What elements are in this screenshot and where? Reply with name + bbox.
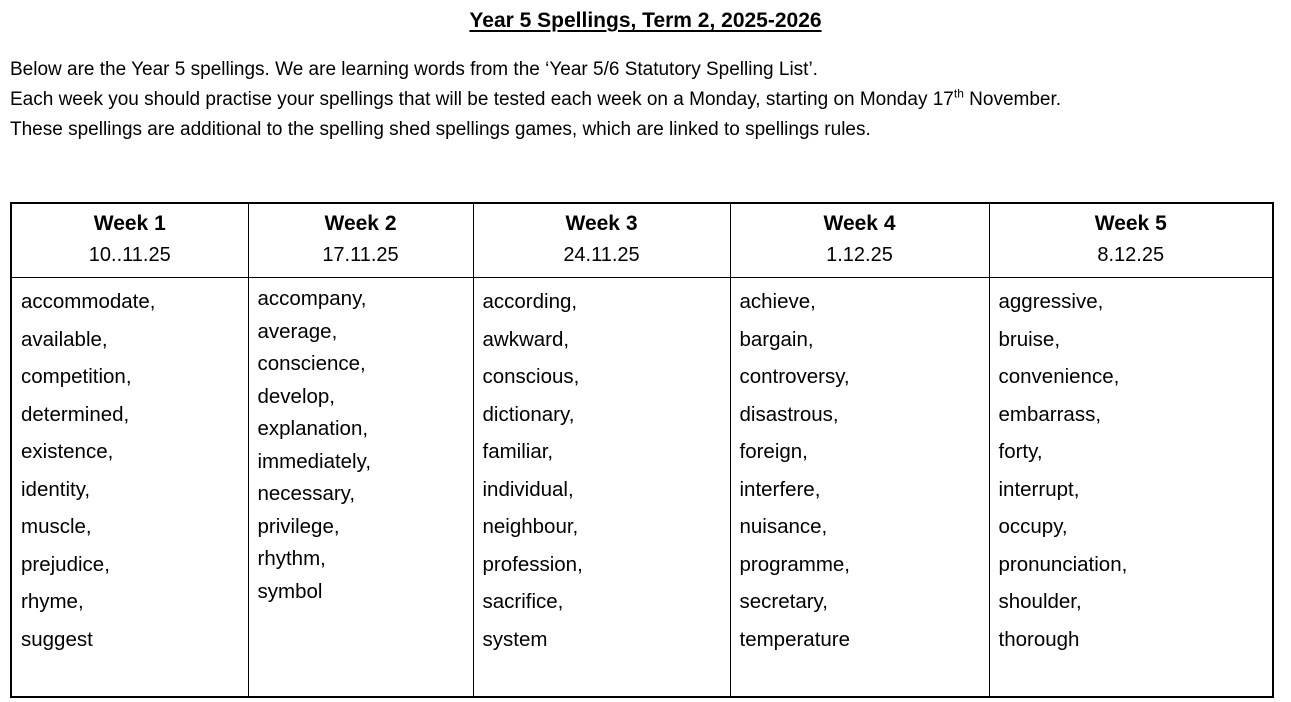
word-item: suggest	[21, 627, 93, 651]
word-item: temperature	[739, 627, 851, 651]
week-3-words-cell	[473, 278, 730, 698]
word-item: nuisance,	[739, 515, 828, 538]
table-body-row	[11, 278, 1273, 698]
word-item: system	[482, 627, 548, 651]
word-item: symbol	[257, 579, 323, 603]
word-item: immediately,	[257, 449, 372, 473]
word-item: necessary,	[257, 482, 356, 505]
week-4-label: Week 4	[823, 212, 896, 235]
page-title: Year 5 Spellings, Term 2, 2025-2026	[469, 9, 822, 32]
word-item: embarrass,	[998, 402, 1102, 426]
word-item: convenience,	[998, 365, 1120, 388]
week-5-header	[989, 203, 1273, 278]
word-item: interfere,	[739, 477, 821, 501]
word-item: bruise,	[998, 327, 1061, 351]
word-item: determined,	[21, 402, 130, 426]
spellings-table	[10, 202, 1274, 698]
word-item: neighbour,	[482, 515, 579, 538]
word-item: secretary,	[739, 590, 828, 613]
ordinal-superscript: th	[953, 86, 964, 101]
week-5-words-cell	[989, 278, 1273, 698]
intro-line-2-text: Each week you should practise your spellings that will be tested each week on a Monday, starting on Monday 17	[10, 89, 954, 110]
word-item: rhyme,	[21, 590, 84, 613]
word-item: sacrifice,	[482, 590, 564, 613]
word-item: shoulder,	[998, 590, 1082, 613]
word-item: achieve,	[739, 290, 816, 313]
week-2-words-cell	[248, 278, 473, 698]
intro-line-3: These spellings are additional to the spelling shed spellings games, which are linked to spellings rules.	[10, 119, 871, 140]
week-1-words-cell	[11, 278, 248, 698]
word-item: develop,	[257, 384, 336, 408]
intro-paragraph	[10, 55, 1281, 145]
intro-line-1: Below are the Year 5 spellings. We are learning words from the ‘Year 5/6 Statutory Spelling List’.	[10, 59, 818, 80]
week-5-label: Week 5	[1094, 212, 1167, 235]
week-2-header	[248, 203, 473, 278]
word-item: individual,	[482, 477, 574, 501]
word-item: rhythm,	[257, 547, 326, 570]
word-item: foreign,	[739, 440, 808, 463]
word-item: privilege,	[257, 514, 340, 538]
week-3-header	[473, 203, 730, 278]
week-4-words-cell	[730, 278, 989, 698]
word-item: conscience,	[257, 352, 366, 375]
word-item: accommodate,	[21, 290, 156, 313]
word-item: occupy,	[998, 515, 1068, 538]
word-item: profession,	[482, 552, 583, 576]
word-item: existence,	[21, 440, 114, 463]
word-item: forty,	[998, 440, 1043, 463]
week-1-label: Week 1	[93, 212, 166, 235]
word-item: prejudice,	[21, 552, 110, 576]
word-item: explanation,	[257, 417, 369, 440]
word-item: competition,	[21, 365, 132, 388]
week-3-date: 24.11.25	[563, 244, 640, 266]
word-item: available,	[21, 327, 108, 351]
word-item: muscle,	[21, 515, 92, 538]
word-item: accompany,	[257, 287, 367, 310]
week-3-label: Week 3	[565, 212, 638, 235]
word-item: identity,	[21, 477, 91, 501]
week-4-date: 1.12.25	[826, 244, 893, 266]
word-item: interrupt,	[998, 477, 1080, 501]
word-item: programme,	[739, 552, 851, 576]
word-item: familiar,	[482, 440, 554, 463]
week-2-label: Week 2	[324, 212, 397, 235]
intro-line-2-tail: November.	[963, 89, 1062, 110]
table-header-row	[11, 203, 1273, 278]
word-item: average,	[257, 319, 338, 343]
week-2-date: 17.11.25	[322, 244, 399, 266]
document-page	[0, 8, 1291, 702]
word-item: conscious,	[482, 365, 580, 388]
week-5-date: 8.12.25	[1097, 244, 1165, 266]
week-1-header	[11, 203, 248, 278]
word-item: bargain,	[739, 327, 814, 351]
word-item: according,	[482, 290, 578, 313]
word-item: dictionary,	[482, 402, 575, 426]
week-4-header	[730, 203, 989, 278]
word-item: thorough	[998, 627, 1080, 651]
word-item: disastrous,	[739, 402, 839, 426]
intro-line-2	[10, 85, 1281, 115]
word-item: pronunciation,	[998, 552, 1128, 576]
word-item: aggressive,	[998, 290, 1104, 313]
word-item: awkward,	[482, 327, 570, 351]
week-1-date: 10..11.25	[88, 244, 171, 266]
word-item: controversy,	[739, 365, 850, 388]
